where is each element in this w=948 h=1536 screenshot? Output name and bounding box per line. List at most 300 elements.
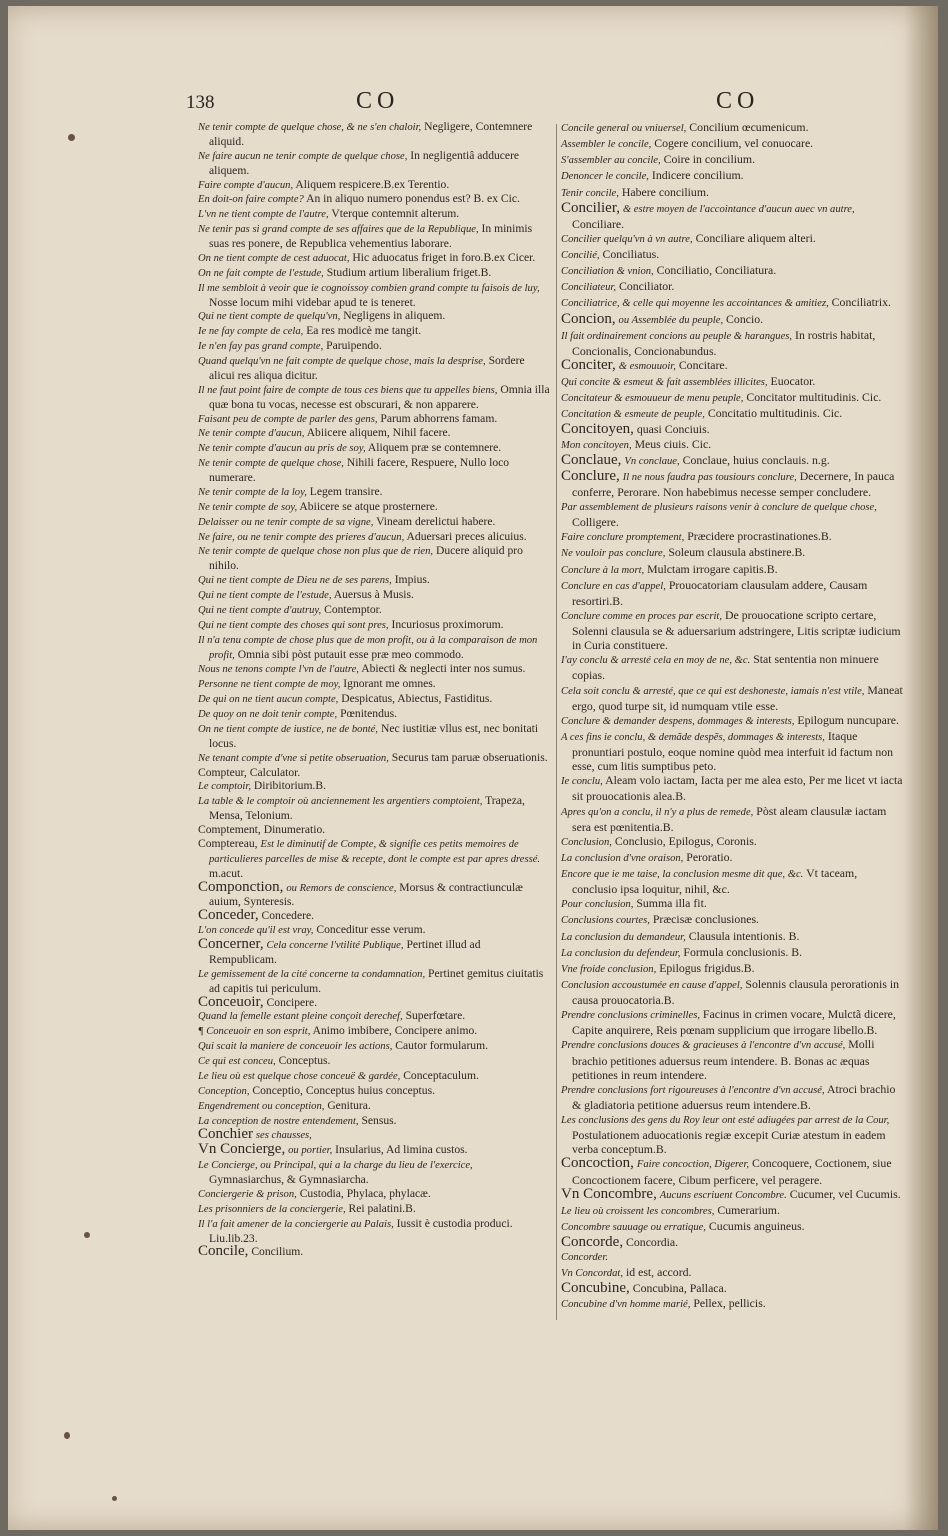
entry-french: Les conclusions des gens du Roy leur ont esté adiugées par arrest de la Cour, xyxy=(561,1115,890,1126)
entry-french: Ne faire aucun ne tenir compte de quelque chose, xyxy=(198,150,408,162)
dictionary-entry xyxy=(198,1054,550,1069)
dictionary-entry xyxy=(561,201,905,231)
dictionary-entry xyxy=(561,1187,905,1203)
entry-latin: Parum abhorrens famam. xyxy=(380,411,498,425)
entry-french: ou Assemblée du peuple, xyxy=(618,314,724,326)
entry-french: Assembler le concile, xyxy=(561,139,652,151)
entry-french: Qui ne tient compte de quelqu'vn, xyxy=(198,311,341,323)
dictionary-entry xyxy=(198,823,550,837)
entry-latin: Aleam volo iactam, Iacta per me alea esto, Per me licet vt iacta sit prouocationis alea.B. xyxy=(572,773,903,804)
entry-latin: Diribitorium.B. xyxy=(253,779,327,793)
entry-french: Les prisonniers de la conciergerie, xyxy=(198,1203,346,1215)
entry-headword: Conchier xyxy=(198,1126,253,1143)
dictionary-entry xyxy=(561,1235,905,1249)
dictionary-entry xyxy=(198,1099,550,1114)
entry-latin: Genitura. xyxy=(327,1098,371,1112)
entry-french: On ne tient compte de iustice, ne de bonté, xyxy=(198,723,379,735)
entry-french: De qui on ne tient aucun compte, xyxy=(198,694,339,706)
entry-latin: Maneat ergo, quod turpe sit, id numquam vtile esse. xyxy=(572,682,903,713)
running-head-left: CO xyxy=(356,88,400,114)
dictionary-entry xyxy=(198,794,550,823)
entry-french: On ne tient compte de cest aduocat, xyxy=(198,252,350,264)
entry-french: Pour conclusion, xyxy=(561,899,634,911)
entry-french: Conciliation & vnion, xyxy=(561,266,654,278)
entry-french: Vn conclaue, xyxy=(624,455,680,467)
entry-french: Denoncer le concile, xyxy=(561,171,649,183)
entry-latin: Calculator. xyxy=(249,765,301,779)
entry-latin: id est, accord. xyxy=(625,1265,692,1280)
entry-latin: Summa illa fit. xyxy=(636,896,707,911)
entry-headword: Compteur, xyxy=(198,765,247,779)
dictionary-entry xyxy=(198,878,550,910)
entry-french: Conclure & demander despens, dommages & interests, xyxy=(561,715,795,727)
entry-latin: An in aliquo numero ponendus est? B. ex Cic. xyxy=(306,192,520,206)
entry-latin: Epilogum nuncupare. xyxy=(797,712,899,727)
entry-latin: Superfœtare. xyxy=(405,1009,466,1023)
entry-french: Il ne faut point faire de compte de tous ces biens que tu appelles biens, xyxy=(198,384,498,396)
dictionary-entry xyxy=(561,1082,905,1112)
dictionary-entry xyxy=(561,562,905,578)
entry-french: Par assemblement de plusieurs raisons venir à conclure de quelque chose, xyxy=(561,502,877,513)
entry-latin: Morsus & contractiunculæ auium, Synteresis. xyxy=(209,880,523,909)
entry-french: Faire concoction, Digerer, xyxy=(636,1159,750,1171)
dictionary-entry xyxy=(198,722,550,751)
dictionary-entry xyxy=(561,850,905,866)
entry-latin: Conciliator. xyxy=(618,279,675,294)
entry-headword: Concile, xyxy=(198,1243,249,1260)
entry-french: Personne ne tient compte de moy, xyxy=(198,679,341,691)
entry-latin: Stat sententia non minuere copias. xyxy=(572,652,879,683)
entry-latin: Epilogus frigidus.B. xyxy=(659,960,755,975)
dictionary-entry xyxy=(561,295,905,311)
dictionary-entry xyxy=(198,1245,550,1259)
dictionary-entry xyxy=(198,192,550,207)
entry-latin: Concio. xyxy=(726,311,764,326)
entry-french: Concitateur & esmouueur de menu peuple, xyxy=(561,393,744,405)
dictionary-entry xyxy=(198,515,550,530)
entry-french: Ie n'en fay pas grand compte, xyxy=(198,341,324,353)
entry-latin: Concitator multitudinis. Cic. xyxy=(746,390,882,405)
entry-french: La conclusion du demandeur, xyxy=(561,931,686,943)
entry-french: Qui concite & esmeut & fait assemblées illicites, xyxy=(561,377,768,388)
entry-french: Ce qui est conceu, xyxy=(198,1056,276,1067)
dictionary-entry xyxy=(561,529,905,545)
entry-latin: Indicere concilium. xyxy=(651,168,744,183)
entry-french: Cela concerne l'vtilité Publique, xyxy=(266,940,404,951)
entry-french: Quand quelqu'vn ne fait compte de quelque chose, mais la desprise, xyxy=(198,356,486,367)
entry-latin: Mulctam irrogare capitis.B. xyxy=(647,561,778,576)
entry-french: Conclure à la mort, xyxy=(561,564,645,576)
dictionary-entry xyxy=(561,168,905,184)
entry-latin: Concilium. xyxy=(251,1245,304,1259)
entry-french: Conciliateur, xyxy=(561,282,617,294)
entry-french: Apres qu'on a conclu, il n'y a plus de remede, xyxy=(561,806,754,818)
entry-latin: Ducere aliquid pro nihilo. xyxy=(209,544,523,573)
dictionary-entry xyxy=(561,1156,905,1186)
entry-headword: Comptement, xyxy=(198,823,261,836)
entry-latin: Concilium œcumenicum. xyxy=(689,120,809,134)
dictionary-entry xyxy=(561,896,905,912)
entry-latin: Ea res modicè me tangit. xyxy=(306,324,422,338)
entry-latin: Ignorant me omnes. xyxy=(343,677,436,691)
entry-headword: Vn Concierge, xyxy=(198,1141,286,1158)
entry-latin: Concedere. xyxy=(261,909,314,923)
entry-headword: Concoction, xyxy=(561,1155,634,1172)
entry-headword: Concion, xyxy=(561,310,616,327)
entry-french: Le gemissement de la cité concerne ta condamnation, xyxy=(198,968,426,980)
entry-french: & estre moyen de l'accointance d'aucun auec vn autre, xyxy=(622,203,855,215)
entry-french: Conclure comme en proces par escrit, xyxy=(561,610,723,622)
entry-french: On ne fait compte de l'estude, xyxy=(198,267,324,279)
entry-french: L'on concede qu'il est vray, xyxy=(198,925,314,937)
dictionary-entry xyxy=(561,608,905,652)
dictionary-entry xyxy=(198,500,550,515)
entry-headword: Concubine, xyxy=(561,1280,630,1297)
dictionary-entry xyxy=(198,222,550,251)
dictionary-entry xyxy=(198,485,550,500)
dictionary-entry xyxy=(561,1296,905,1312)
dictionary-entry xyxy=(198,1217,550,1246)
entry-french: Conclusion accoustumée en cause d'appel, xyxy=(561,979,743,991)
dictionary-entry xyxy=(561,247,905,263)
page-spine-shadow xyxy=(904,6,938,1530)
entry-french: La conclusion du defendeur, xyxy=(561,947,681,959)
dictionary-entry xyxy=(561,437,905,453)
dictionary-entry xyxy=(198,766,550,780)
entry-latin: Nosse locum mihi videbar apud te is teneret. xyxy=(209,295,416,309)
entry-latin: Coire in concilium. xyxy=(663,152,756,167)
entry-latin: Abiicere aliquem, Nihil facere. xyxy=(306,426,451,440)
dictionary-entry xyxy=(561,374,905,390)
entry-latin: Sordere alicui res aliqua dicitur. xyxy=(209,354,525,382)
dictionary-entry xyxy=(561,390,905,406)
entry-french: Le lieu où est quelque chose conceuë & gardée, xyxy=(198,1070,401,1082)
entry-french: Ne tenir compte de la loy, xyxy=(198,486,307,498)
entry-latin: In rostris habitat, Concionalis, Concionabundus. xyxy=(572,327,876,358)
dictionary-entry xyxy=(198,441,550,456)
dictionary-entry xyxy=(561,1265,905,1281)
entry-latin: Conciliatrix. xyxy=(831,295,891,310)
entry-french: Mon concitoyen, xyxy=(561,439,632,451)
entry-latin: Conceditur esse verum. xyxy=(316,923,426,937)
dictionary-entry xyxy=(198,1143,550,1158)
dictionary-entry xyxy=(561,279,905,295)
dictionary-entry xyxy=(198,1084,550,1099)
entry-french: Il me sembloit à veoir que ie cognoissoy combien grand compte tu faisois de luy, xyxy=(198,282,540,294)
entry-latin: Conceptaculum. xyxy=(403,1068,479,1082)
entry-latin: Cumerarium. xyxy=(717,1202,780,1217)
dictionary-entry xyxy=(198,149,550,178)
dictionary-entry xyxy=(198,1009,550,1024)
entry-latin: Soleum clausula abstinere.B. xyxy=(668,545,806,560)
entry-latin: Despicatus, Abiectus, Fastiditus. xyxy=(341,692,493,706)
entry-latin: Postulationem aduocationis regiæ excepit Curiæ atestum in eadem verba conceptum.B. xyxy=(572,1128,886,1157)
entry-headword: Vn Concombre, xyxy=(561,1185,657,1202)
entry-french: L'vn ne tient compte de l'autre, xyxy=(198,209,329,221)
entry-latin: Pellex, pellicis. xyxy=(693,1295,766,1310)
entry-french: Il l'a fait amener de la conciergerie au Palais, xyxy=(198,1218,394,1230)
dictionary-entry xyxy=(561,773,905,803)
entry-french: Prendre conclusions criminelles, xyxy=(561,1010,700,1022)
dictionary-entry xyxy=(561,185,905,201)
dictionary-entry xyxy=(561,834,905,850)
entry-french: Delaisser ou ne tenir compte de sa vigne, xyxy=(198,516,374,528)
entry-latin: Præcidere procrastinationes.B. xyxy=(687,529,832,544)
entry-latin: Hic aduocatus friget in foro.B.ex Cicer. xyxy=(352,250,536,264)
entry-latin: Concitare. xyxy=(678,357,728,372)
dictionary-entry xyxy=(198,426,550,441)
entry-latin: De prouocatione scripto certare, Solenni clausula se & aduersarium adstringere, Litis scriptæ iudicium in Curia constituere. xyxy=(572,607,901,653)
dictionary-entry xyxy=(561,1203,905,1219)
entry-french: Qui ne tient compte d'autruy, xyxy=(198,604,322,616)
entry-french: Concilié, xyxy=(561,250,600,261)
entry-latin: Legem transire. xyxy=(309,484,383,498)
left-column xyxy=(198,120,550,1259)
dictionary-entry xyxy=(198,1069,550,1084)
entry-latin: Clausula intentionis. B. xyxy=(688,928,800,943)
entry-latin: Meus ciuis. Cic. xyxy=(634,436,712,451)
dictionary-entry xyxy=(561,1219,905,1235)
entry-latin: Conciliatus. xyxy=(602,247,660,261)
entry-latin: quasi Conciuis. xyxy=(636,422,710,437)
ink-stain xyxy=(112,1496,117,1501)
entry-french: La conception de nostre entendement, xyxy=(198,1115,359,1127)
dictionary-entry xyxy=(561,977,905,1007)
entry-french: Ne tenir pas si grand compte de ses affaires que de la Republique, xyxy=(198,224,479,236)
dictionary-entry xyxy=(561,120,905,136)
entry-latin: Incuriosus proximorum. xyxy=(391,617,504,631)
dictionary-entry xyxy=(561,729,905,773)
entry-headword: Concilier, xyxy=(561,199,620,216)
entry-french: Encore que ie me taise, la conclusion mesme dit que, &c. xyxy=(561,869,804,880)
dictionary-entry xyxy=(198,281,550,310)
entry-french: Ne tenir compte de quelque chose non plus que de rien, xyxy=(198,546,434,558)
entry-french: Concile general ou vniuersel, xyxy=(561,123,687,134)
entry-latin: Cogere concilium, vel conuocare. xyxy=(654,136,814,151)
entry-headword: Conceuoir, xyxy=(198,993,264,1010)
ink-stain xyxy=(64,1432,70,1439)
entry-latin: Concordia. xyxy=(626,1235,679,1249)
entry-headword: Concitoyen, xyxy=(561,421,634,438)
dictionary-entry xyxy=(561,328,905,358)
entry-latin: Insularius, Ad limina custos. xyxy=(335,1143,468,1157)
entry-french: Le comptoir, xyxy=(198,781,251,793)
dictionary-entry xyxy=(561,358,905,374)
entry-latin: Itaque pronuntiari postulo, eoque nomine quòd mea interfuit id factum non esse, cum litis sumptibus peto. xyxy=(572,728,894,774)
entry-latin: Pertinet gemitus ciuitatis ad capitis tui periculum. xyxy=(209,966,544,995)
entry-latin: Contemptor. xyxy=(324,602,382,616)
dictionary-entry xyxy=(561,866,905,896)
dictionary-entry xyxy=(561,929,905,945)
entry-french: Tenir concile, xyxy=(561,187,619,199)
dictionary-entry xyxy=(198,633,550,663)
entry-headword: Conceder, xyxy=(198,907,259,924)
entry-french: S'assembler au concile, xyxy=(561,155,661,167)
entry-latin: Aduersari preces alicuius. xyxy=(406,529,527,543)
entry-latin: Non habebimus necesse semper concludere. xyxy=(663,484,872,499)
entry-latin: Præcisæ conclusiones. xyxy=(652,912,759,927)
dictionary-entry xyxy=(561,469,905,499)
entry-latin: Euocator. xyxy=(770,374,816,388)
entry-french: & esmouuoir, xyxy=(618,360,676,372)
entry-latin: Cautor formularum. xyxy=(395,1039,489,1053)
entry-latin: Cucumer, vel Cucumis. xyxy=(789,1186,901,1201)
page-number: 138 xyxy=(186,92,215,113)
entry-french: ses chausses, xyxy=(255,1130,312,1142)
entry-latin: Cucumis anguineus. xyxy=(708,1218,805,1233)
dictionary-entry xyxy=(561,231,905,247)
entry-french: Vne froide conclusion, xyxy=(561,963,657,975)
entry-latin: Nec iustitiæ vllus est, nec bonitati locus. xyxy=(209,721,539,750)
entry-latin: Decernere, In pauca conferre, Perorare. xyxy=(572,468,895,499)
dictionary-entry xyxy=(198,779,550,794)
entry-headword: Concorde, xyxy=(561,1234,624,1250)
entry-french: Ne faire, ou ne tenir compte des prieres d'aucun, xyxy=(198,531,405,543)
dictionary-entry xyxy=(561,1249,905,1265)
entry-french: Qui scait la maniere de conceuoir les actions, xyxy=(198,1041,393,1053)
dictionary-entry xyxy=(198,909,550,923)
entry-latin: Vt taceam, conclusio ipsa loquitur, nihil, &c. xyxy=(572,866,858,897)
entry-latin: Negligens in aliquem. xyxy=(343,309,446,323)
entry-latin: Molli brachio petitiones aduersus reum intendere. B. Bonas ac æquas petitiones in reum intendere. xyxy=(572,1037,875,1082)
entry-french: Le Concierge, ou Principal, qui a la charge du lieu de l'exercice, xyxy=(198,1160,473,1172)
dictionary-entry xyxy=(561,263,905,279)
dictionary-entry xyxy=(561,713,905,729)
dictionary-entry xyxy=(561,912,905,928)
entry-french: Il ne nous faudra pas tousiours conclure, xyxy=(622,471,797,483)
entry-french: Qui ne tient compte de l'estude, xyxy=(198,590,332,601)
entry-latin: Solennis clausula perorationis in causa prouocatoria.B. xyxy=(572,976,900,1007)
entry-headword: Conciter, xyxy=(561,356,616,373)
dictionary-entry xyxy=(198,178,550,193)
entry-french: Conclure en cas d'appel, xyxy=(561,580,666,592)
dictionary-entry xyxy=(198,967,550,996)
ink-stain xyxy=(68,134,75,141)
entry-french: Concorder. xyxy=(561,1252,608,1264)
entry-latin: Negligere, Contemnere aliquid. xyxy=(209,120,533,148)
dictionary-entry xyxy=(561,578,905,608)
dictionary-entry xyxy=(198,1024,550,1039)
dictionary-entry xyxy=(561,1281,905,1295)
entry-latin: Pertinet illud ad Rempublicam. xyxy=(209,938,481,966)
dictionary-entry xyxy=(561,422,905,436)
dictionary-entry xyxy=(561,312,905,328)
right-column xyxy=(561,120,905,1312)
entry-latin: Dinumeratio. xyxy=(263,823,326,836)
entry-latin: Aliquem præ se contemnere. xyxy=(367,441,502,455)
dictionary-entry xyxy=(561,1112,905,1156)
dictionary-entry xyxy=(198,993,550,1010)
entry-french: Il n'a tenu compte de chose plus que de mon profit, ou à la comparaison de mon profit, xyxy=(198,634,538,661)
dictionary-entry xyxy=(198,1187,550,1202)
dictionary-entry xyxy=(198,120,550,149)
entry-french: Faisant peu de compte de parler des gens, xyxy=(198,413,378,425)
entry-french: Faire compte d'aucun, xyxy=(198,179,294,191)
dictionary-entry xyxy=(198,603,550,618)
entry-latin: Atroci brachio & gladiatoria petitione aduersus reum intendere.B. xyxy=(572,1081,896,1112)
entry-latin: Custodia, Phylaca, phylacæ. xyxy=(299,1186,431,1200)
dictionary-entry xyxy=(561,961,905,977)
book-page xyxy=(8,6,938,1530)
entry-headword: Comptereau, xyxy=(198,836,258,850)
entry-latin: Nihili facere, Respuere, Nullo loco numerare. xyxy=(209,456,510,484)
entry-french: Ne tenir compte d'aucun au pris de soy, xyxy=(198,443,366,455)
entry-french: Nous ne tenons compte l'vn de l'autre, xyxy=(198,664,359,676)
entry-latin: Vterque contemnit alterum. xyxy=(331,207,460,221)
entry-latin: Pòst aleam clausulæ iactam sera est pœnitentia.B. xyxy=(572,803,887,834)
entry-french: Ne tenir compte de quelque chose, & ne s'en chaloir, xyxy=(198,122,422,133)
entry-latin: Pœnitendus. xyxy=(340,707,398,720)
entry-latin: Conceptus. xyxy=(278,1054,331,1067)
entry-latin: Animo imbibere, Concipere animo. xyxy=(312,1024,478,1038)
dictionary-entry xyxy=(561,499,905,529)
entry-french: Concitation & esmeute de peuple, xyxy=(561,409,705,421)
entry-latin: Conciliatio, Conciliatura. xyxy=(656,263,777,278)
dictionary-entry xyxy=(561,406,905,422)
dictionary-entry xyxy=(198,837,550,881)
dictionary-entry xyxy=(198,751,550,766)
entry-latin: Rei palatini.B. xyxy=(348,1201,416,1215)
entry-french: I'ay conclu & arresté cela en moy de ne, &c. xyxy=(561,655,751,667)
entry-french: Cela soit conclu & arresté, que ce qui est deshoneste, iamais n'est vtile, xyxy=(561,685,865,697)
dictionary-entry xyxy=(561,545,905,561)
dictionary-entry xyxy=(198,1039,550,1054)
entry-latin: Studium artium liberalium friget.B. xyxy=(326,265,492,279)
entry-latin: Peroratio. xyxy=(686,849,733,864)
entry-latin: Facinus in crimen vocare, Mulctã dicere, Capite anquirere, Reis pœnam supplicium que irrogare libello.B. xyxy=(572,1007,896,1038)
dictionary-entry xyxy=(198,339,550,354)
entry-french: Ne vouloir pas conclure, xyxy=(561,548,666,560)
dictionary-entry xyxy=(198,544,550,573)
entry-latin: Impius. xyxy=(394,573,430,587)
entry-french: Conciergerie & prison, xyxy=(198,1188,297,1200)
entry-latin: In minimis suas res ponere, de Republica vehementius laborare. xyxy=(209,222,533,250)
entry-french: Faire conclure promptement, xyxy=(561,532,685,544)
entry-latin: Concoquere, Coctionem, siue Concoctionem facere, Cibum perficere, vel peragere. xyxy=(572,1156,892,1187)
entry-french: Ne tenir compte de soy, xyxy=(198,501,298,513)
dictionary-entry xyxy=(198,938,550,967)
dictionary-entry xyxy=(198,530,550,545)
entry-french: Est le diminutif de Compte, & signifie ces petits memoires de particulieres parcelles de mise & recepte, dont le compte est par apres dressé. xyxy=(209,838,541,865)
entry-latin: Auersus à Musis. xyxy=(333,588,414,601)
entry-latin: Conceptio, Conceptus huius conceptus. xyxy=(252,1083,435,1097)
column-divider xyxy=(556,124,557,1320)
entry-latin: Gymnasiarchus, & Gymnasiarcha. xyxy=(209,1173,369,1186)
dictionary-entry xyxy=(198,354,550,383)
entry-latin: Iussit è custodia produci. Liu.lib.23. xyxy=(209,1216,513,1245)
entry-french: Concilier quelqu'vn à vn autre, xyxy=(561,233,693,245)
entry-latin: Securus tam paruæ obseruationis. xyxy=(391,750,548,764)
entry-french: La conclusion d'vne oraison, xyxy=(561,852,684,864)
dictionary-entry xyxy=(198,573,550,588)
entry-french: Conclusions courtes, xyxy=(561,915,650,927)
entry-latin: Concubina, Pallaca. xyxy=(632,1281,727,1296)
dictionary-entry xyxy=(561,1037,905,1081)
entry-latin: Vineam derelictui habere. xyxy=(376,514,496,528)
entry-latin: Aliquem respicere.B.ex Terentio. xyxy=(295,177,450,191)
entry-latin: Paruipendo. xyxy=(326,339,382,353)
dictionary-entry xyxy=(198,251,550,266)
dictionary-entry xyxy=(198,412,550,427)
dictionary-entry xyxy=(198,383,550,412)
entry-french: Engendrement ou conception, xyxy=(198,1100,325,1112)
entry-french: ou Remors de conscience, xyxy=(286,882,397,894)
dictionary-entry xyxy=(198,207,550,222)
entry-french: Ne tenant compte d'vne si petite obseruation, xyxy=(198,752,389,764)
entry-french: Prendre conclusions douces & gracieuses à l'encontre d'vn accusé, xyxy=(561,1040,846,1052)
entry-latin: Conclusio, Epilogus, Coronis. xyxy=(614,833,757,848)
entry-latin: In negligentiâ adducere aliquem. xyxy=(209,148,520,177)
